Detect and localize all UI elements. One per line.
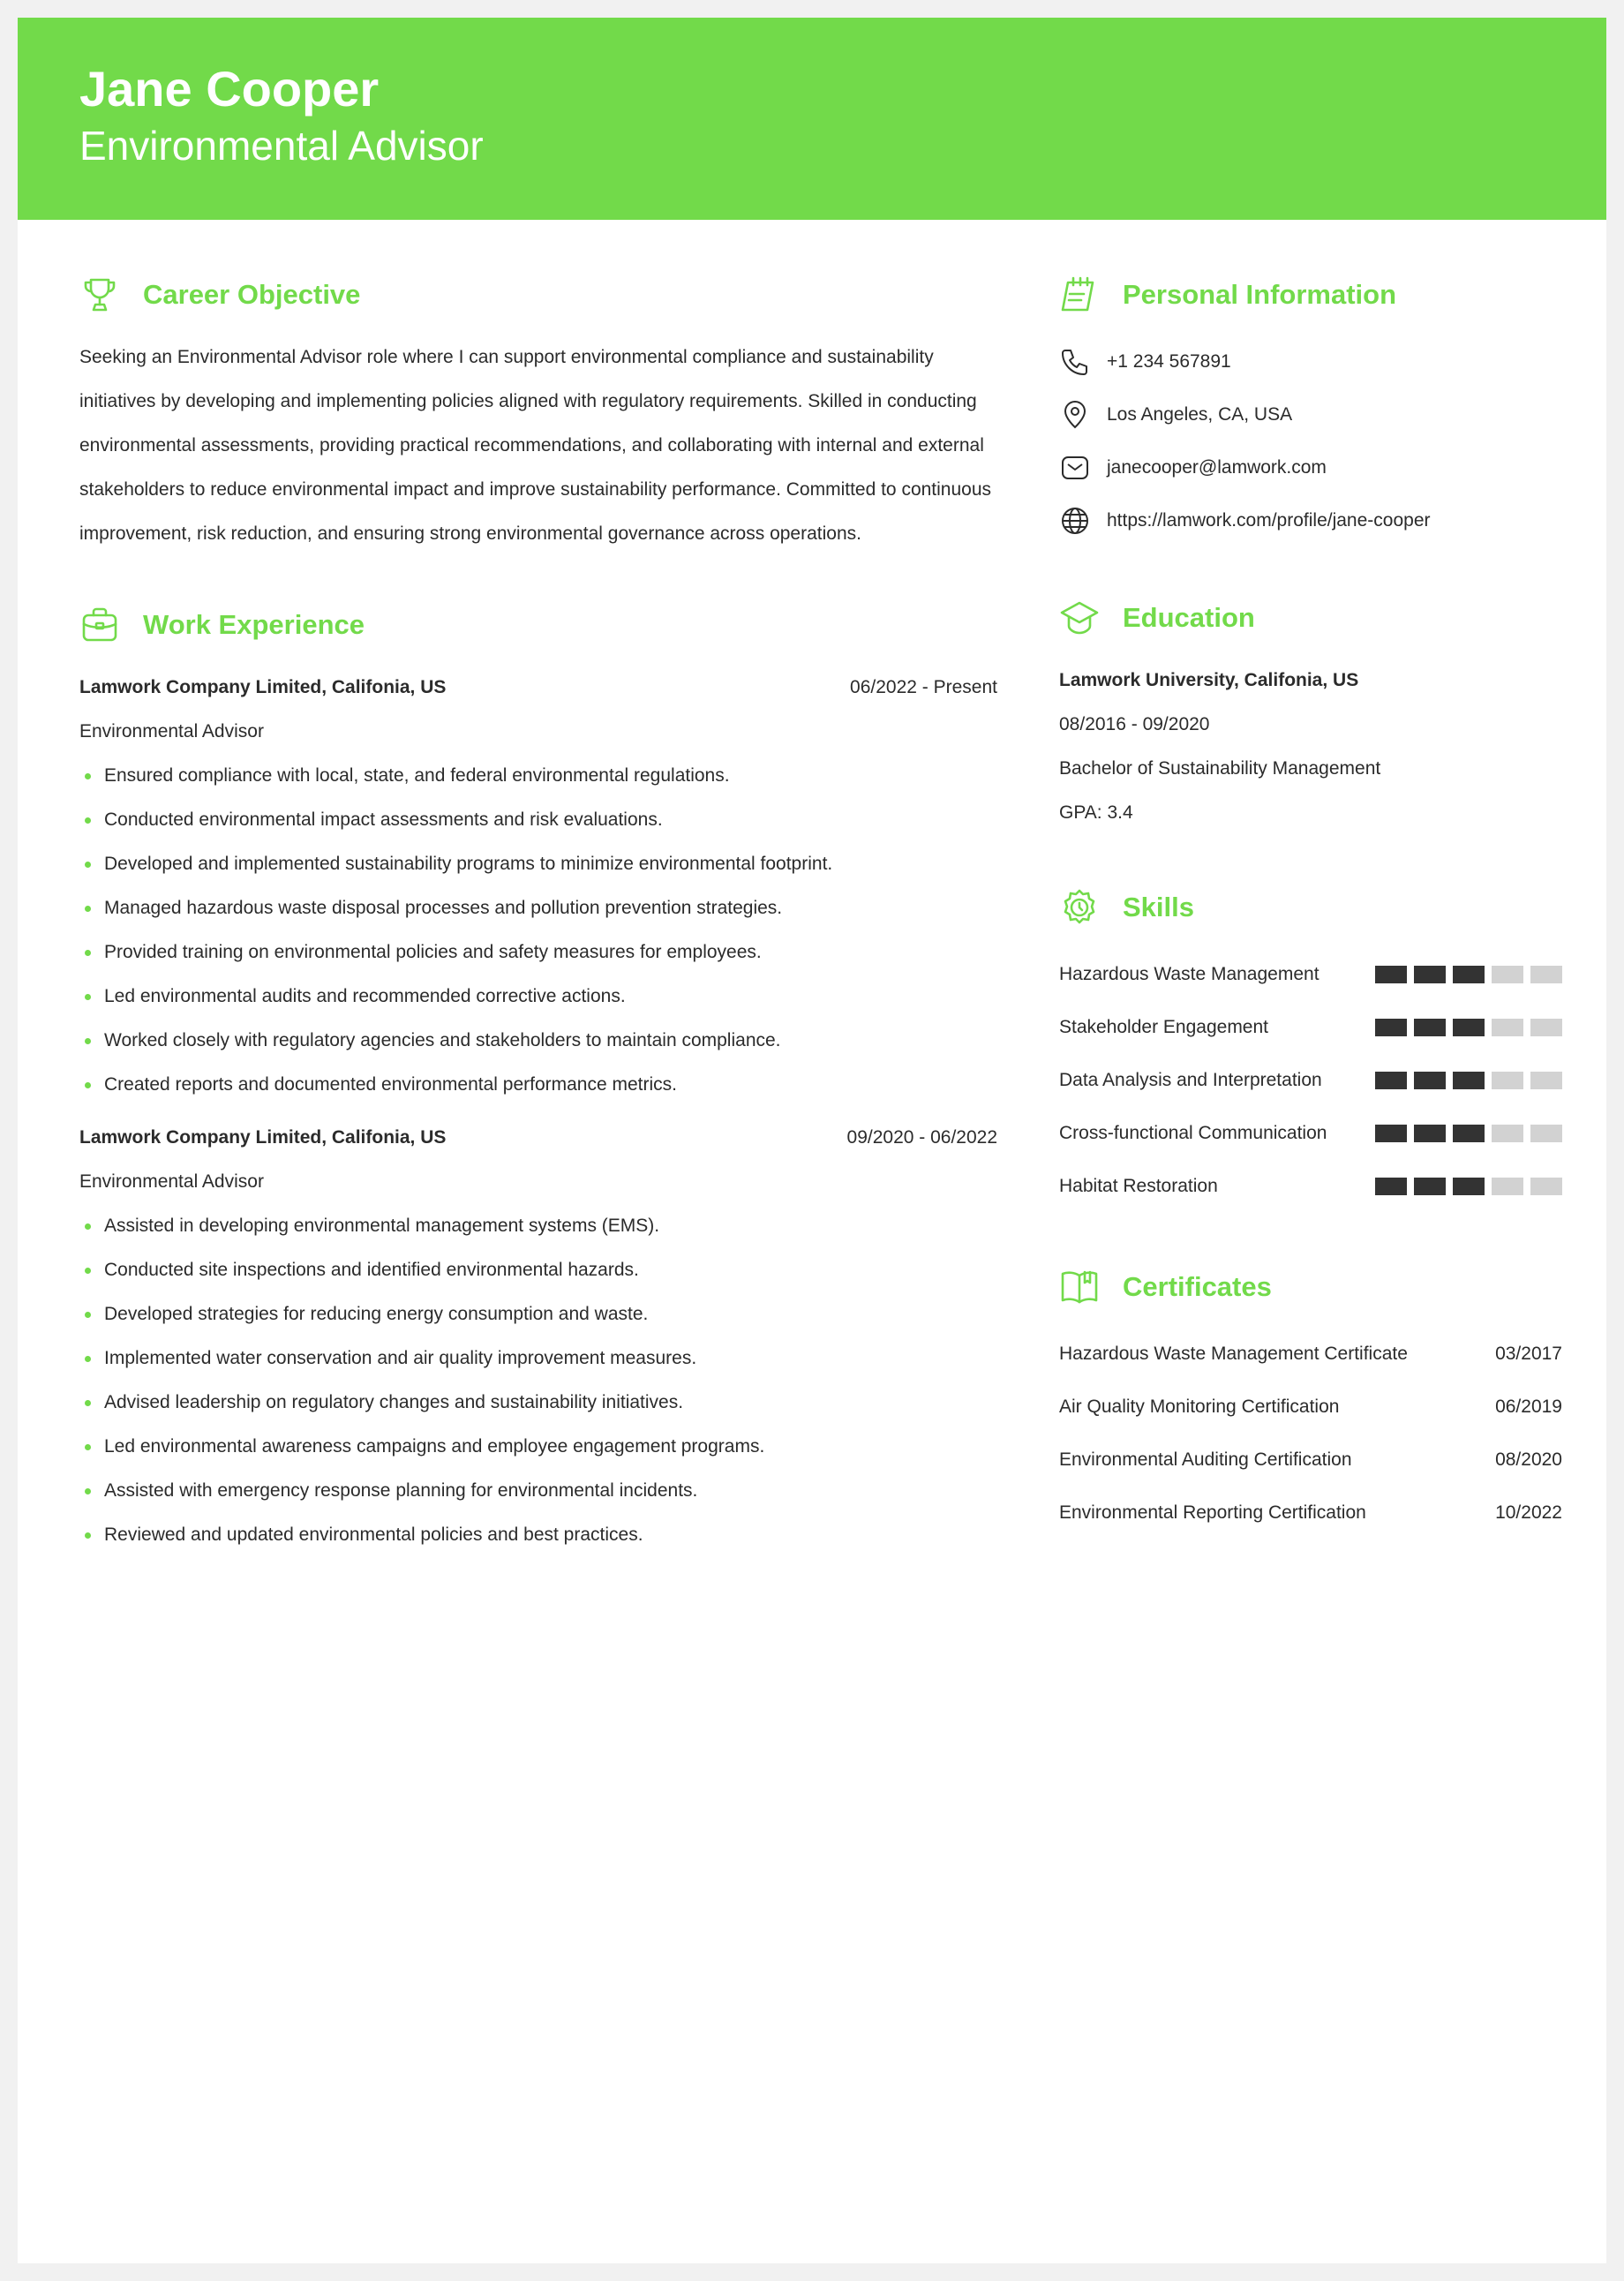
bullet-text: Developed and implemented sustainability programs to minimize environmental footprint. xyxy=(104,854,833,874)
bullet-item xyxy=(79,798,997,842)
bullet-item xyxy=(79,1063,997,1107)
bullet-dot-icon xyxy=(85,1356,91,1362)
skill-name: Hazardous Waste Management xyxy=(1059,964,1320,984)
certificate-name: Hazardous Waste Management Certificate xyxy=(1059,1344,1408,1364)
skill-bar-filled xyxy=(1453,1072,1485,1089)
skill-bar-filled xyxy=(1375,1125,1407,1142)
skill-name: Stakeholder Engagement xyxy=(1059,1017,1268,1037)
skill-row xyxy=(1059,1001,1562,1054)
location-row xyxy=(1059,388,1562,441)
phone-row xyxy=(1059,335,1562,388)
skill-bar-empty xyxy=(1492,1125,1523,1142)
bullet-dot-icon xyxy=(85,862,91,868)
bullet-text: Worked closely with regulatory agencies and stakeholders to maintain compliance. xyxy=(104,1030,781,1050)
section-header xyxy=(79,602,997,648)
section-header xyxy=(79,272,997,318)
skill-bar-empty xyxy=(1492,1019,1523,1036)
education-school: Lamwork University, Califonia, US xyxy=(1059,670,1359,690)
certificate-date: 08/2020 xyxy=(1495,1449,1562,1470)
bullet-text: Ensured compliance with local, state, and federal environmental regulations. xyxy=(104,765,730,786)
left-column xyxy=(79,272,997,1557)
skill-name: Data Analysis and Interpretation xyxy=(1059,1070,1322,1090)
skill-name: Cross-functional Communication xyxy=(1059,1123,1327,1143)
bullet-item xyxy=(79,1248,997,1292)
bullet-text: Reviewed and updated environmental policies and best practices. xyxy=(104,1524,643,1545)
bullet-text: Managed hazardous waste disposal processes and pollution prevention strategies. xyxy=(104,898,783,918)
bullet-item xyxy=(79,975,997,1019)
bullet-dot-icon xyxy=(85,1400,91,1406)
skills-list xyxy=(1059,948,1562,1213)
gear-clock-icon xyxy=(1059,887,1100,928)
skill-bar-filled xyxy=(1453,1019,1485,1036)
job-company: Lamwork Company Limited, Califonia, US xyxy=(79,1127,447,1148)
skill-bar-filled xyxy=(1375,1072,1407,1089)
bullet-item xyxy=(79,1425,997,1469)
section-title: Work Experience xyxy=(143,609,365,640)
bullet-item xyxy=(79,1292,997,1336)
certificate-date: 06/2019 xyxy=(1495,1396,1562,1417)
certificate-date: 03/2017 xyxy=(1495,1344,1562,1364)
certificate-name: Environmental Reporting Certification xyxy=(1059,1502,1366,1523)
certificate-row xyxy=(1059,1434,1562,1487)
skill-bar-filled xyxy=(1414,1125,1446,1142)
bullet-text: Led environmental awareness campaigns and employee engagement programs. xyxy=(104,1436,765,1457)
certificate-row xyxy=(1059,1487,1562,1539)
job-bullets xyxy=(79,754,997,1107)
bullet-dot-icon xyxy=(85,1223,91,1230)
skill-bar-filled xyxy=(1453,1178,1485,1195)
skill-bar-empty xyxy=(1492,1072,1523,1089)
personal-information-section xyxy=(1059,272,1562,547)
job-header xyxy=(79,1116,997,1160)
skill-row xyxy=(1059,1107,1562,1160)
bullet-text: Provided training on environmental policies and safety measures for employees. xyxy=(104,942,762,962)
skill-row xyxy=(1059,948,1562,1001)
job-role: Environmental Advisor xyxy=(79,1171,264,1192)
skills-section xyxy=(1059,885,1562,1213)
location-text: Los Angeles, CA, USA xyxy=(1107,404,1293,425)
skill-bar-empty xyxy=(1530,966,1562,983)
mail-icon xyxy=(1059,452,1091,484)
skill-bar-filled xyxy=(1414,1178,1446,1195)
bullet-text: Implemented water conservation and air quality improvement measures. xyxy=(104,1348,697,1368)
skill-bar-empty xyxy=(1492,1178,1523,1195)
bullet-dot-icon xyxy=(85,994,91,1000)
job-entry xyxy=(79,666,997,1107)
skill-bar-empty xyxy=(1530,1178,1562,1195)
bullet-item xyxy=(79,1381,997,1425)
certificate-date: 10/2022 xyxy=(1495,1502,1562,1523)
open-book-icon xyxy=(1059,1267,1100,1307)
candidate-title: Environmental Advisor xyxy=(79,123,484,169)
career-objective-text: Seeking an Environmental Advisor role where I can support environmental compliance and sustainability initiatives by developing and implementing policies aligned with regulatory requirements. Skilled in conducting environmental assessments, providing practical recommendations, and collaborating with internal and external stakeholders to reduce environmental impact and improve sustainability performance. Committed to continuous improvement, risk reduction, and ensuring strong environmental governance across operations. xyxy=(79,347,992,544)
trophy-icon xyxy=(79,275,120,315)
skill-level-bars xyxy=(1375,1019,1562,1036)
bullet-text: Advised leadership on regulatory changes and sustainability initiatives. xyxy=(104,1392,684,1412)
education-degree: Bachelor of Sustainability Management xyxy=(1059,758,1381,779)
bullet-dot-icon xyxy=(85,1082,91,1088)
bullet-item xyxy=(79,842,997,886)
work-experience-section xyxy=(79,602,997,1557)
skill-bar-filled xyxy=(1414,1019,1446,1036)
skill-bar-empty xyxy=(1530,1072,1562,1089)
certificates-section xyxy=(1059,1264,1562,1539)
bullet-dot-icon xyxy=(85,1038,91,1044)
skill-bar-empty xyxy=(1530,1125,1562,1142)
bullet-text: Developed strategies for reducing energy consumption and waste. xyxy=(104,1304,649,1324)
skill-bar-filled xyxy=(1375,1019,1407,1036)
globe-icon xyxy=(1059,505,1091,537)
notepad-icon xyxy=(1059,275,1100,315)
bullet-text: Conducted environmental impact assessments and risk evaluations. xyxy=(104,809,663,830)
section-title: Personal Information xyxy=(1123,279,1397,310)
career-objective-section xyxy=(79,272,997,556)
skill-bar-empty xyxy=(1492,966,1523,983)
website-row xyxy=(1059,494,1562,547)
section-header xyxy=(1059,272,1562,318)
bullet-dot-icon xyxy=(85,773,91,779)
skill-bar-filled xyxy=(1453,1125,1485,1142)
job-dates: 09/2020 - 06/2022 xyxy=(846,1127,997,1148)
bullet-dot-icon xyxy=(85,1268,91,1274)
right-column xyxy=(1059,272,1562,1539)
section-title: Career Objective xyxy=(143,279,361,310)
location-pin-icon xyxy=(1059,399,1091,431)
skill-level-bars xyxy=(1375,966,1562,983)
bullet-dot-icon xyxy=(85,817,91,824)
resume-page xyxy=(18,18,1606,2263)
bullet-item xyxy=(79,886,997,930)
graduation-cap-icon xyxy=(1059,598,1100,638)
skill-level-bars xyxy=(1375,1125,1562,1142)
skill-row xyxy=(1059,1160,1562,1213)
bullet-item xyxy=(79,1204,997,1248)
bullet-item xyxy=(79,1019,997,1063)
bullet-dot-icon xyxy=(85,1488,91,1494)
phone-text: +1 234 567891 xyxy=(1107,351,1231,372)
job-role: Environmental Advisor xyxy=(79,721,264,742)
skill-bar-filled xyxy=(1375,966,1407,983)
candidate-name: Jane Cooper xyxy=(79,61,380,117)
education-section xyxy=(1059,595,1562,835)
skill-level-bars xyxy=(1375,1072,1562,1089)
bullet-dot-icon xyxy=(85,1312,91,1318)
skill-level-bars xyxy=(1375,1178,1562,1195)
website-text: https://lamwork.com/profile/jane-cooper xyxy=(1107,510,1431,531)
skill-bar-empty xyxy=(1530,1019,1562,1036)
bullet-text: Assisted with emergency response planning for environmental incidents. xyxy=(104,1480,698,1501)
bullet-item xyxy=(79,1336,997,1381)
bullet-dot-icon xyxy=(85,1532,91,1539)
job-header xyxy=(79,666,997,710)
skill-bar-filled xyxy=(1375,1178,1407,1195)
job-entry xyxy=(79,1116,997,1557)
email-text: janecooper@lamwork.com xyxy=(1107,457,1327,478)
education-gpa: GPA: 3.4 xyxy=(1059,802,1133,823)
job-bullets xyxy=(79,1204,997,1557)
section-title: Education xyxy=(1123,602,1255,633)
bullet-dot-icon xyxy=(85,950,91,956)
section-header xyxy=(1059,1264,1562,1310)
bullet-item xyxy=(79,930,997,975)
bullet-text: Led environmental audits and recommended corrective actions. xyxy=(104,986,626,1006)
section-header xyxy=(1059,885,1562,930)
bullet-item xyxy=(79,1513,997,1557)
certificate-name: Environmental Auditing Certification xyxy=(1059,1449,1352,1470)
resume-header xyxy=(18,18,1606,220)
skill-name: Habitat Restoration xyxy=(1059,1176,1218,1196)
bullet-dot-icon xyxy=(85,1444,91,1450)
bullet-item xyxy=(79,754,997,798)
bullet-item xyxy=(79,1469,997,1513)
bullet-text: Created reports and documented environmental performance metrics. xyxy=(104,1074,677,1095)
section-header xyxy=(1059,595,1562,641)
skill-bar-filled xyxy=(1414,1072,1446,1089)
bullet-dot-icon xyxy=(85,906,91,912)
certificate-row xyxy=(1059,1381,1562,1434)
job-company: Lamwork Company Limited, Califonia, US xyxy=(79,677,447,697)
job-dates: 06/2022 - Present xyxy=(850,677,997,697)
certificate-name: Air Quality Monitoring Certification xyxy=(1059,1396,1340,1417)
email-row xyxy=(1059,441,1562,494)
briefcase-icon xyxy=(79,605,120,645)
certificate-row xyxy=(1059,1328,1562,1381)
bullet-text: Conducted site inspections and identified environmental hazards. xyxy=(104,1260,639,1280)
section-title: Certificates xyxy=(1123,1271,1272,1302)
bullet-text: Assisted in developing environmental management systems (EMS). xyxy=(104,1216,660,1236)
skill-bar-filled xyxy=(1414,966,1446,983)
education-dates: 08/2016 - 09/2020 xyxy=(1059,714,1210,734)
skill-row xyxy=(1059,1054,1562,1107)
skill-bar-filled xyxy=(1453,966,1485,983)
section-title: Skills xyxy=(1123,892,1194,922)
phone-icon xyxy=(1059,346,1091,378)
